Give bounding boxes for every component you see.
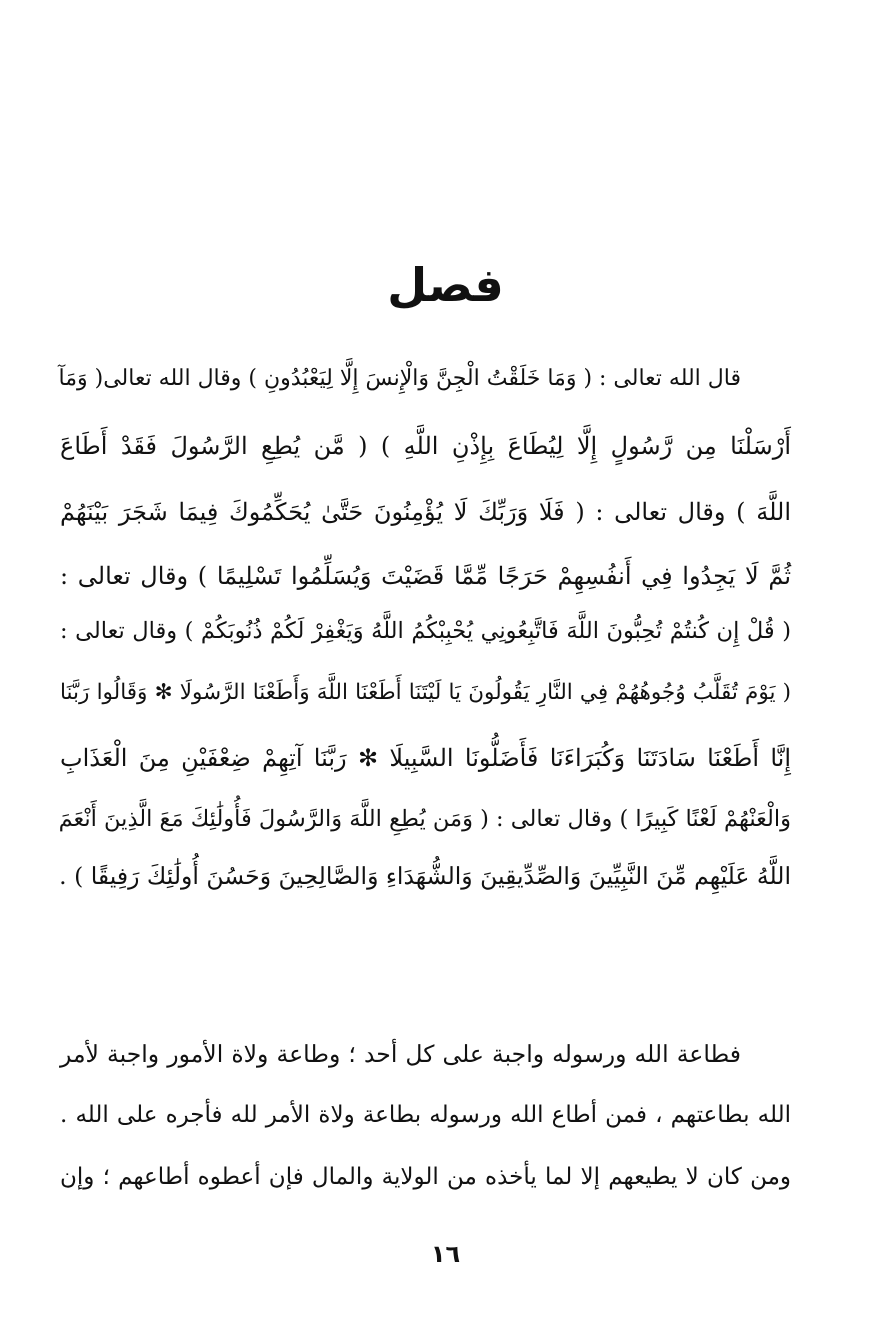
quran-line-3: اللَّهَ ) وقال تعالى : ( فَلَا وَرَبِّكَ لَا يُؤْمِنُونَ حَتَّىٰ يُحَكِّمُوكَ فِيمَا شَجَرَ بَيْنَهُمْ bbox=[60, 498, 791, 526]
quran-line-9: اللَّهُ عَلَيْهِم مِّنَ النَّبِيِّينَ وَالصِّدِّيقِينَ وَالشُّهَدَاءِ وَالصَّالِحِينَ وَحَسُنَ أُولَٰئِكَ رَفِيقًا ) . bbox=[59, 862, 791, 890]
quran-line-4: ثُمَّ لَا يَجِدُوا فِي أَنفُسِهِمْ حَرَجًا مِّمَّا قَضَيْتَ وَيُسَلِّمُوا تَسْلِيمًا ) وقال تعالى : bbox=[60, 562, 791, 590]
page-number: ١٦ bbox=[430, 1240, 461, 1268]
quran-line-8: وَالْعَنْهُمْ لَعْنًا كَبِيرًا ) وقال تعالى : ( وَمَن يُطِعِ اللَّهَ وَالرَّسُولَ فَأُولَٰئِكَ مَعَ الَّذِينَ أَنْعَمَ bbox=[58, 806, 791, 832]
quran-line-7: إِنَّا أَطَعْنَا سَادَتَنَا وَكُبَرَاءَنَا فَأَضَلُّونَا السَّبِيلَا ✻ رَبَّنَا آتِهِمْ ضِعْفَيْنِ مِنَ الْعَذَابِ bbox=[60, 744, 791, 772]
section-title: فصل bbox=[387, 258, 504, 312]
quran-line-5: ( قُلْ إِن كُنتُمْ تُحِبُّونَ اللَّهَ فَاتَّبِعُونِي يُحْبِبْكُمُ اللَّهُ وَيَغْفِرْ لَكُمْ ذُنُوبَكُمْ ) وقال تعالى : bbox=[60, 618, 791, 644]
paragraph-line-1: فطاعة الله ورسوله واجبة على كل أحد ؛ وطاعة ولاة الأمور واجبة لأمر bbox=[60, 1040, 741, 1068]
paragraph-line-3: ومن كان لا يطيعهم إلا لما يأخذه من الولاية والمال فإن أعطوه أطاعهم ؛ وإن bbox=[60, 1164, 791, 1190]
quran-line-6: ( يَوْمَ تُقَلَّبُ وُجُوهُهُمْ فِي النَّارِ يَقُولُونَ يَا لَيْتَنَا أَطَعْنَا اللَّهَ وَأَطَعْنَا الرَّسُولَا ✻ وَقَالُوا رَبَّنَا bbox=[60, 680, 791, 705]
paragraph-line-2: الله بطاعتهم ، فمن أطاع الله ورسوله بطاعة ولاة الأمر لله فأجره على الله . bbox=[60, 1102, 791, 1128]
quran-line-1: قال الله تعالى : ( وَمَا خَلَقْتُ الْجِنَّ وَالْإِنسَ إِلَّا لِيَعْبُدُونِ ) وقال الله تعالى( وَمَآ bbox=[58, 366, 741, 391]
quran-line-2: أَرْسَلْنَا مِن رَّسُولٍ إِلَّا لِيُطَاعَ بِإِذْنِ اللَّهِ ) ( مَّن يُطِعِ الرَّسُولَ فَقَدْ أَطَاعَ bbox=[60, 432, 791, 460]
